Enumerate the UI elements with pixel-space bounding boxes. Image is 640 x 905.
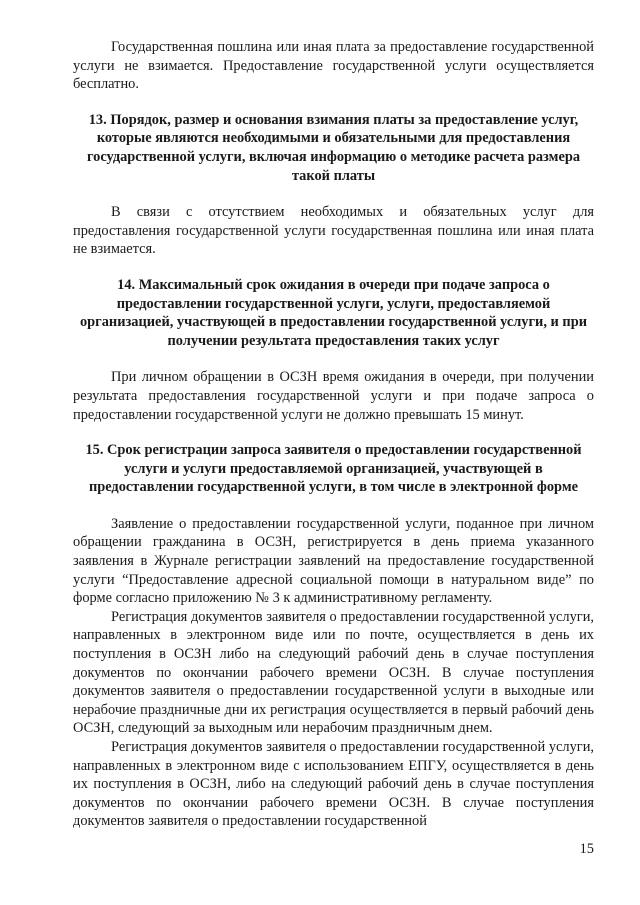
paragraph-section-15-registration: Заявление о предоставлении государственной услуги, поданное при личном обращении гражданина в ОСЗН, регистрируется в день приема указанного заявления в Журнале регистрации заявлений на предоставление государственной услуги “Предоставление адресной социальной помощи в натуральном виде” по форме согласно приложению № 3 к административному регламенту. xyxy=(73,515,594,607)
paragraph-section-14: При личном обращении в ОСЗН время ожидания в очереди, при получении результата предоставления государственной услуги и при подаче запроса о предоставлении государственной услуги не должно превышать 15 минут. xyxy=(73,369,594,423)
section-13-heading: 13. Порядок, размер и основания взимания платы за предоставление услуг, которые являются необходимыми и обязательными для предоставления государственной услуги, включая информацию о методике расчета размера такой платы xyxy=(86,111,581,184)
page-number: 15 xyxy=(579,841,594,857)
paragraph-section-15-epgu: Регистрация документов заявителя о предоставлении государственной услуги, направленных в электронном виде с использованием ЕПГУ, осуществляется в день их поступления в ОСЗН, либо на следующий рабочий день в случае поступления документов по окончании рабочего времени ОСЗН. В случае поступления документов заявителя о предоставлении государственной xyxy=(73,739,594,830)
paragraph-fee-free: Государственная пошлина или иная плата за предоставление государственной услуги не взимается. Предоставление государственной услуги осуществляется бесплатно. xyxy=(73,39,594,93)
page-content xyxy=(73,38,594,831)
paragraph-section-15-electronic-mail: Регистрация документов заявителя о предоставлении государственной услуги, направленных в электронном виде или по почте, осуществляется в день их поступления в ОСЗН либо на следующий рабочий день в случае поступления документов по окончании рабочего времени ОСЗН. В случае поступления документов заявителя о предоставлении государственной услуги в выходные или нерабочие праздничные дни их регистрация осуществляется в первый рабочий день ОСЗН, следующий за выходным или нерабочим праздничным днем. xyxy=(73,608,594,737)
paragraph-section-13: В связи с отсутствием необходимых и обязательных услуг для предоставления государственной услуги государственная пошлина или иная плата не взимается. xyxy=(73,204,594,258)
section-15-heading: 15. Срок регистрации запроса заявителя о предоставлении государственной услуги и услуги предоставляемой организацией, участвующей в предоставлении государственной услуги, в том числе в электронной форме xyxy=(85,442,582,496)
section-14-heading: 14. Максимальный срок ожидания в очереди при подаче запроса о предоставлении государственной услуги, услуги, предоставляемой организацией, участвующей в предоставлении государственной услуги, и при получении результата предоставления таких услуг xyxy=(79,276,587,349)
